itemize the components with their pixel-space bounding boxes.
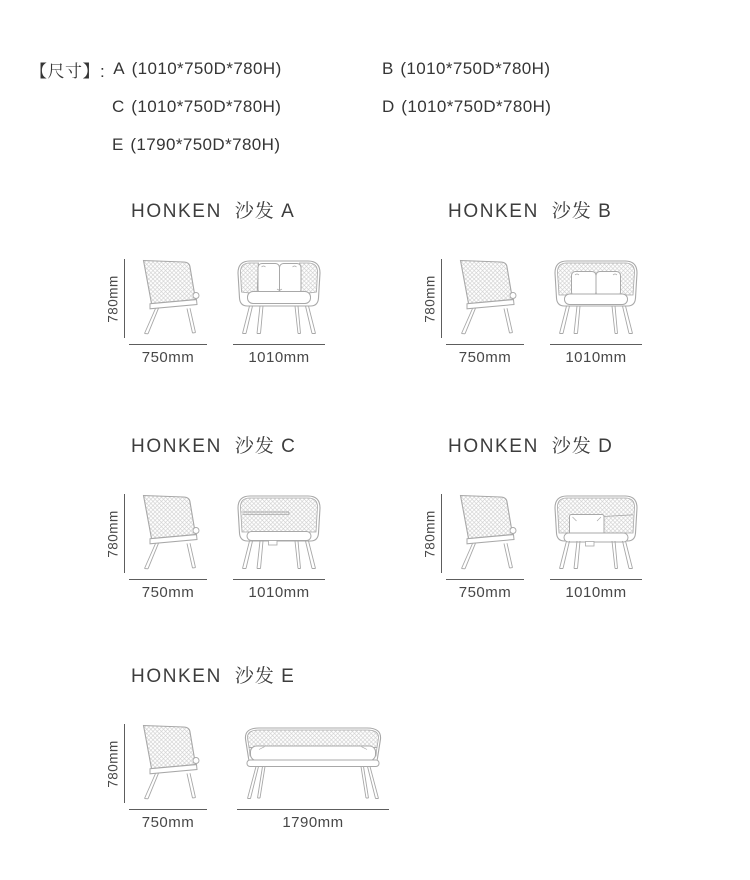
depth-dimension-label: 750mm (129, 579, 207, 601)
side-view (129, 258, 207, 366)
sofa-front-view-drawing (552, 493, 640, 573)
height-dimension (105, 494, 129, 573)
width-dimension-label: 1010mm (233, 344, 325, 366)
width-dimension-label: 1010mm (233, 579, 325, 601)
drawing-row (422, 493, 742, 601)
size-row-1 (30, 50, 551, 88)
sofa-front-view-drawing (235, 258, 323, 338)
depth-dimension-label: 750mm (129, 809, 207, 831)
sofa-section-d (422, 435, 742, 601)
model-label: A (113, 59, 125, 78)
sofa-side-view-drawing (132, 723, 204, 803)
sofa-side-view-drawing (449, 493, 521, 573)
brand-label: HONKEN (131, 436, 222, 457)
front-view (233, 258, 325, 366)
depth-dimension-label: 750mm (129, 344, 207, 366)
depth-dimension-label: 750mm (446, 579, 524, 601)
brand-label: HONKEN (448, 201, 539, 222)
sofa-section-e (105, 665, 535, 831)
brand-label: HONKEN (131, 666, 222, 687)
width-dimension-label: 1010mm (550, 579, 642, 601)
size-value: (1010*750D*780H) (131, 59, 282, 78)
sofa-section-a (105, 200, 425, 366)
front-view (550, 258, 642, 366)
brand-label: HONKEN (131, 201, 222, 222)
size-value: (1790*750D*780H) (130, 135, 281, 154)
section-title (131, 665, 535, 689)
section-title (131, 435, 425, 459)
size-header (30, 50, 552, 164)
size-value: (1010*750D*780H) (400, 59, 551, 78)
drawing-row (105, 258, 425, 366)
brand-label: HONKEN (448, 436, 539, 457)
sofa-front-view-drawing (239, 723, 387, 803)
drawing-row (105, 493, 425, 601)
size-value: (1010*750D*780H) (401, 97, 552, 116)
size-entry-c (112, 97, 281, 117)
width-dimension-label: 1010mm (550, 344, 642, 366)
size-row-3 (30, 126, 282, 164)
section-title (448, 200, 742, 224)
model-label: B (382, 59, 394, 78)
product-name-label: 沙发 B (551, 201, 612, 222)
side-view (129, 493, 207, 601)
model-label: E (112, 135, 124, 154)
front-view (237, 723, 389, 831)
front-view (233, 493, 325, 601)
product-name-label: 沙发 D (551, 436, 613, 457)
sofa-side-view-drawing (132, 493, 204, 573)
sofa-section-c (105, 435, 425, 601)
size-row-2 (30, 88, 552, 126)
sofa-front-view-drawing (552, 258, 640, 338)
height-dimension-label: 780mm (422, 274, 438, 323)
height-dimension (105, 259, 129, 338)
size-entry-d (382, 97, 551, 117)
size-entry-b (382, 59, 550, 79)
side-view (446, 493, 524, 601)
product-name-label: 沙发 A (234, 201, 295, 222)
height-dimension-label: 780mm (105, 274, 121, 323)
front-view (550, 493, 642, 601)
height-dimension-label: 780mm (422, 509, 438, 558)
side-view (129, 723, 207, 831)
depth-dimension-label: 750mm (446, 344, 524, 366)
drawing-row (105, 723, 535, 831)
section-title (448, 435, 742, 459)
sofa-side-view-drawing (449, 258, 521, 338)
height-dimension (105, 724, 129, 803)
side-view (446, 258, 524, 366)
height-dimension (422, 494, 446, 573)
height-dimension-label: 780mm (105, 739, 121, 788)
drawing-row (422, 258, 742, 366)
model-label: C (112, 97, 125, 116)
product-name-label: 沙发 E (234, 666, 295, 687)
size-entry-a (113, 59, 281, 79)
sofa-side-view-drawing (132, 258, 204, 338)
size-value: (1010*750D*780H) (131, 97, 282, 116)
product-name-label: 沙发 C (234, 436, 296, 457)
height-dimension (422, 259, 446, 338)
sofa-front-view-drawing (235, 493, 323, 573)
size-entry-e (112, 135, 280, 155)
model-label: D (382, 97, 395, 116)
sofa-section-b (422, 200, 742, 366)
size-prefix-label: 【尺寸】: (30, 61, 106, 81)
width-dimension-label: 1790mm (237, 809, 389, 831)
section-title (131, 200, 425, 224)
height-dimension-label: 780mm (105, 509, 121, 558)
